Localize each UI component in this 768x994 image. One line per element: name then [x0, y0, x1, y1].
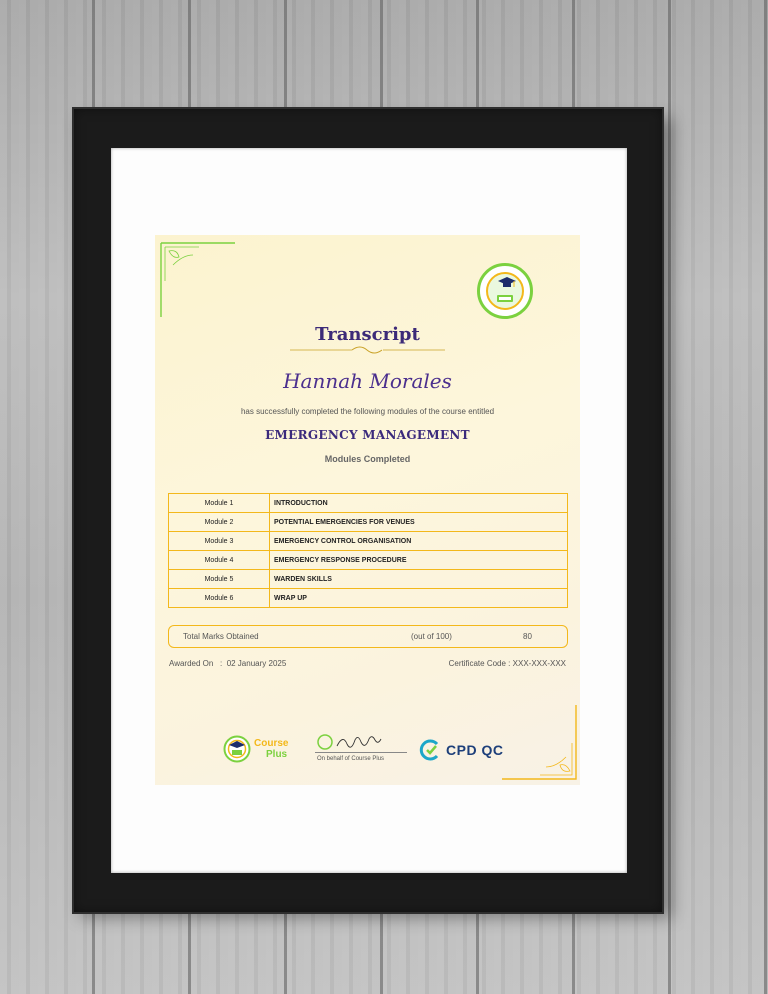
- recipient-name: Hannah Morales: [283, 369, 452, 393]
- signature-stamp-icon: [315, 732, 405, 752]
- module-label: Module 1: [169, 494, 270, 513]
- course-plus-logo-word-2: Plus: [266, 749, 288, 760]
- module-name: EMERGENCY RESPONSE PROCEDURE: [270, 551, 568, 570]
- cpd-qc-logo-icon: [419, 738, 443, 762]
- module-row: [169, 513, 568, 532]
- marks-label: Total Marks Obtained: [183, 632, 259, 641]
- module-label: Module 2: [169, 513, 270, 532]
- signature-caption: On behalf of Course Plus: [317, 756, 385, 762]
- course-plus-logo: [223, 735, 288, 763]
- awarded-on-value: 02 January 2025: [226, 659, 287, 668]
- marks-out-of: (out of 100): [411, 632, 452, 641]
- course-name: EMERGENCY MANAGEMENT: [265, 428, 470, 442]
- module-name: INTRODUCTION: [270, 494, 568, 513]
- module-label: Module 5: [169, 570, 270, 589]
- module-label: Module 6: [169, 589, 270, 608]
- marks-score: 80: [523, 632, 532, 641]
- corner-ornament-bottom-right: [500, 703, 580, 783]
- book-icon: [496, 293, 514, 303]
- course-plus-logo-text: [254, 738, 288, 760]
- module-row: [169, 494, 568, 513]
- modules-table: [168, 493, 568, 608]
- module-row: [169, 589, 568, 608]
- module-row: [169, 551, 568, 570]
- corner-ornament-top-left: [159, 241, 239, 321]
- modules-subtitle: Modules Completed: [324, 454, 411, 464]
- module-name: WARDEN SKILLS: [270, 570, 568, 589]
- course-plus-logo-icon: [223, 735, 251, 763]
- intro-text: has successfully completed the following modules of the course entitled: [240, 407, 495, 416]
- certificate-title: Transcript: [315, 324, 420, 345]
- module-name: POTENTIAL EMERGENCIES FOR VENUES: [270, 513, 568, 532]
- course-plus-logo-word-1: Course: [254, 738, 289, 749]
- module-label: Module 3: [169, 532, 270, 551]
- signature-block: [315, 732, 405, 762]
- title-flourish: [290, 344, 445, 356]
- graduation-cap-icon: [497, 276, 517, 290]
- module-row: [169, 570, 568, 589]
- marks-box: [168, 625, 568, 648]
- certificate-code-label: Certificate Code :: [448, 659, 511, 668]
- module-name: WRAP UP: [270, 589, 568, 608]
- badge-inner: [486, 272, 524, 310]
- cpd-qc-logo: [419, 738, 503, 762]
- course-plus-badge: [477, 263, 533, 319]
- module-name: EMERGENCY CONTROL ORGANISATION: [270, 532, 568, 551]
- signature-line: [315, 752, 407, 753]
- certificate: [155, 235, 580, 785]
- awarded-on-label: Awarded On: [169, 659, 214, 668]
- certificate-code: [449, 659, 566, 668]
- module-label: Module 4: [169, 551, 270, 570]
- awarded-on: [169, 659, 286, 668]
- cpd-qc-logo-text: CPD QC: [446, 742, 504, 758]
- awarded-on-sep: :: [220, 659, 223, 668]
- certificate-code-value: XXX-XXX-XXX: [512, 659, 566, 668]
- module-row: [169, 532, 568, 551]
